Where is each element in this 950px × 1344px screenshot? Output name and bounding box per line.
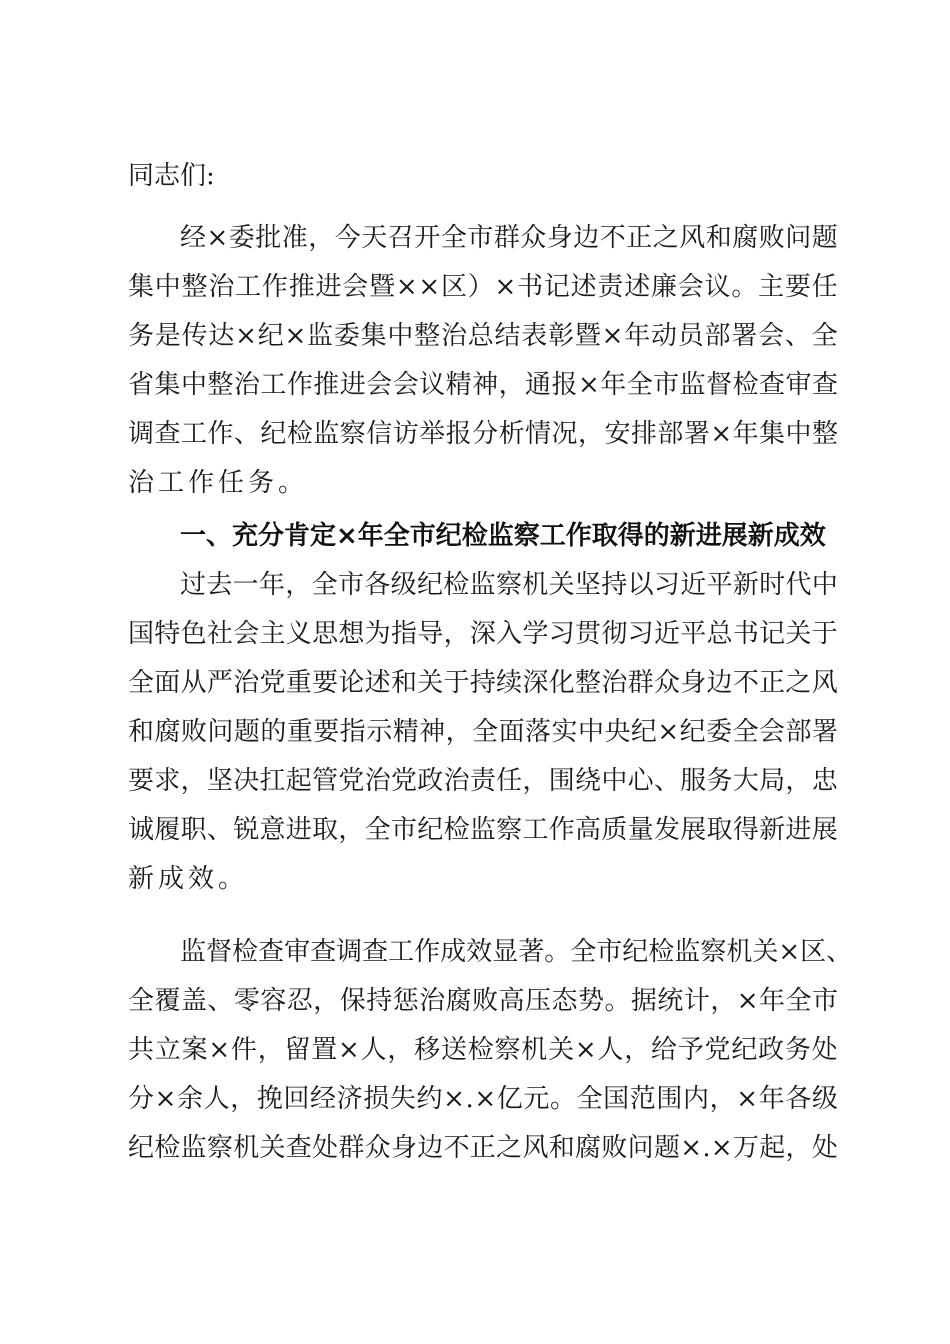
paragraph-3-line-5: 纪 检 监 察 机 关 查 处 群 众 身 边 不 正 之 风 和 腐 败 问 题 × . × 万 起 ， 处 — [128, 1133, 838, 1163]
salutation: 同志们: — [128, 161, 215, 191]
paragraph-1-line-4: 省 集 中 整 治 工 作 推 进 会 会 议 精 神 ， 通 报 × 年 全 市 监 督 检 查 审 查 — [128, 370, 838, 400]
paragraph-3-line-2: 全 覆 盖 、 零 容 忍 ， 保 持 惩 治 腐 败 高 压 态 势 。 据 统 计 ， × 年 全 市 — [128, 986, 838, 1016]
paragraph-1-line-6: 治工作任务。 — [128, 468, 309, 498]
section-heading-1: 一、充分肯定×年全市纪检监察工作取得的新进展新成效 — [180, 521, 826, 551]
paragraph-2-line-2: 国 特 色 社 会 主 义 思 想 为 指 导 ， 深 入 学 习 贯 彻 习 近 平 总 书 记 关 于 — [128, 619, 838, 649]
paragraph-2-line-6: 诚 履 职 、 锐 意 进 取 ， 全 市 纪 检 监 察 工 作 高 质 量 发 展 取 得 新 进 展 — [128, 815, 838, 845]
paragraph-1-line-1: 经 × 委 批 准 ， 今 天 召 开 全 市 群 众 身 边 不 正 之 风 和 腐 败 问 题 — [180, 223, 838, 253]
paragraph-2-line-5: 要 求 ， 坚 决 扛 起 管 党 治 党 政 治 责 任 ， 围 绕 中 心 、 服 务 大 局 ， 忠 — [128, 766, 838, 796]
paragraph-3-line-3: 共 立 案 × 件 ， 留 置 × 人 ， 移 送 检 察 机 关 × 人 ， 给 予 党 纪 政 务 处 — [128, 1035, 838, 1065]
paragraph-3-line-1: 监 督 检 查 审 查 调 查 工 作 成 效 显 著 。 全 市 纪 检 监 察 机 关 × 区 、 — [180, 937, 853, 967]
paragraph-2-line-7: 新成效。 — [128, 864, 249, 894]
paragraph-1-line-3: 务 是 传 达 × 纪 × 监 委 集 中 整 治 总 结 表 彰 暨 × 年 动 员 部 署 会 、 全 — [128, 321, 838, 351]
paragraph-3-line-4: 分 × 余 人 ， 挽 回 经 济 损 失 约 × . × 亿 元 。 全 国 范 围 内 ， × 年 各 级 — [128, 1084, 838, 1114]
paragraph-1-line-2: 集 中 整 治 工 作 推 进 会 暨 × × 区 ） × 书 记 述 责 述 廉 会 议 。 主 要 任 — [128, 272, 838, 302]
paragraph-2-line-3: 全 面 从 严 治 党 重 要 论 述 和 关 于 持 续 深 化 整 治 群 众 身 边 不 正 之 风 — [128, 668, 838, 698]
paragraph-1-line-5: 调 查 工 作 、 纪 检 监 察 信 访 举 报 分 析 情 况 ， 安 排 部 署 × 年 集 中 整 — [128, 419, 838, 449]
paragraph-2-line-1: 过 去 一 年 ， 全 市 各 级 纪 检 监 察 机 关 坚 持 以 习 近 平 新 时 代 中 — [180, 570, 838, 600]
paragraph-2-line-4: 和 腐 败 问 题 的 重 要 指 示 精 神 ， 全 面 落 实 中 央 纪 × 纪 委 全 会 部 署 — [128, 717, 838, 747]
